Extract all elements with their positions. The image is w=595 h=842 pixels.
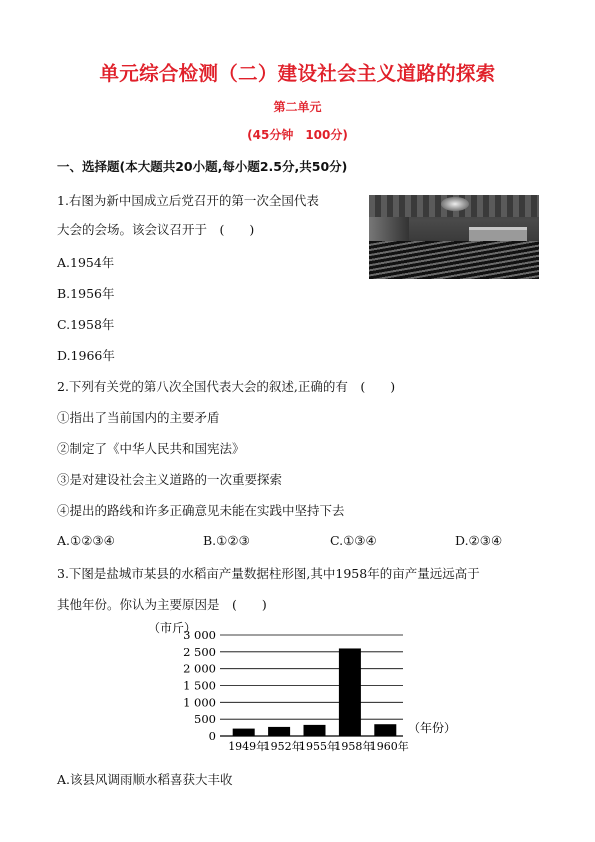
y-tick-label: 500: [194, 712, 216, 727]
x-category-labels: [228, 739, 409, 753]
section-heading: 一、选择题(本大题共20小题,每小题2.5分,共50分): [57, 159, 348, 174]
x-category-label: 1955年: [299, 740, 338, 753]
page-title: 单元综合检测（二）建设社会主义道路的探索: [99, 62, 496, 85]
congress-hall-photo: [369, 195, 539, 279]
bar: [268, 727, 290, 736]
y-tick-label: 1 500: [183, 678, 216, 693]
y-tick-label: 3 000: [183, 628, 216, 642]
bar: [374, 724, 396, 736]
q1-option-c: C.1958年: [57, 317, 115, 332]
q2-statement-3: ③是对建设社会主义道路的一次重要探索: [57, 472, 283, 487]
x-category-label: 1952年: [263, 740, 303, 753]
q2-statement-2: ②制定了《中华人民共和国宪法》: [57, 441, 245, 456]
y-tick-label: 1 000: [183, 695, 216, 710]
rice-yield-bar-chart: [120, 618, 460, 758]
q2-option-d: D.②③④: [455, 533, 503, 548]
q2-stem: 2.下列有关党的第八次全国代表大会的叙述,正确的有 ( ): [57, 379, 396, 394]
unit-label: 第二单元: [273, 100, 322, 114]
bar: [304, 725, 326, 736]
chart-grid: [220, 635, 403, 736]
q2-statement-4: ④提出的路线和许多正确意见未能在实践中坚持下去: [57, 503, 345, 518]
y-tick-label: 2 000: [183, 661, 216, 676]
photo-seats: [369, 241, 539, 279]
y-tick-labels: [183, 628, 216, 743]
q2-statement-1: ①指出了当前国内的主要矛盾: [57, 410, 220, 425]
x-category-label: 1960年: [369, 740, 409, 753]
q3-stem-line2: 其他年份。你认为主要原因是 ( ): [57, 597, 267, 612]
x-category-label: 1949年: [228, 740, 268, 753]
bar: [339, 648, 361, 736]
photo-chandelier: [441, 197, 469, 211]
q1-option-a: A.1954年: [57, 255, 115, 270]
x-category-label: 1958年: [334, 740, 374, 753]
time-score-info: (45分钟 100分): [247, 128, 348, 142]
q2-option-c: C.①③④: [330, 533, 377, 548]
q1-stem-line2: 大会的会场。该会议召开于 ( ): [57, 222, 255, 237]
q3-option-a: A.该县风调雨顺水稻喜获大丰收: [57, 772, 233, 787]
q1-option-b: B.1956年: [57, 286, 115, 301]
q1-option-d: D.1966年: [57, 348, 115, 363]
y-tick-label: 2 500: [183, 644, 216, 659]
bar: [233, 729, 255, 736]
q3-stem-line1: 3.下图是盐城市某县的水稻亩产量数据柱形图,其中1958年的亩产量远远高于: [57, 566, 480, 581]
chart-bars: [233, 648, 397, 736]
x-axis-label: （年份）: [408, 721, 457, 735]
y-tick-label: 0: [208, 729, 216, 743]
y-axis-label: （市斤）: [148, 621, 197, 635]
q2-option-b: B.①②③: [203, 533, 250, 548]
q2-option-a: A.①②③④: [57, 533, 115, 548]
q1-stem-line1: 1.右图为新中国成立后党召开的第一次全国代表: [57, 193, 319, 208]
